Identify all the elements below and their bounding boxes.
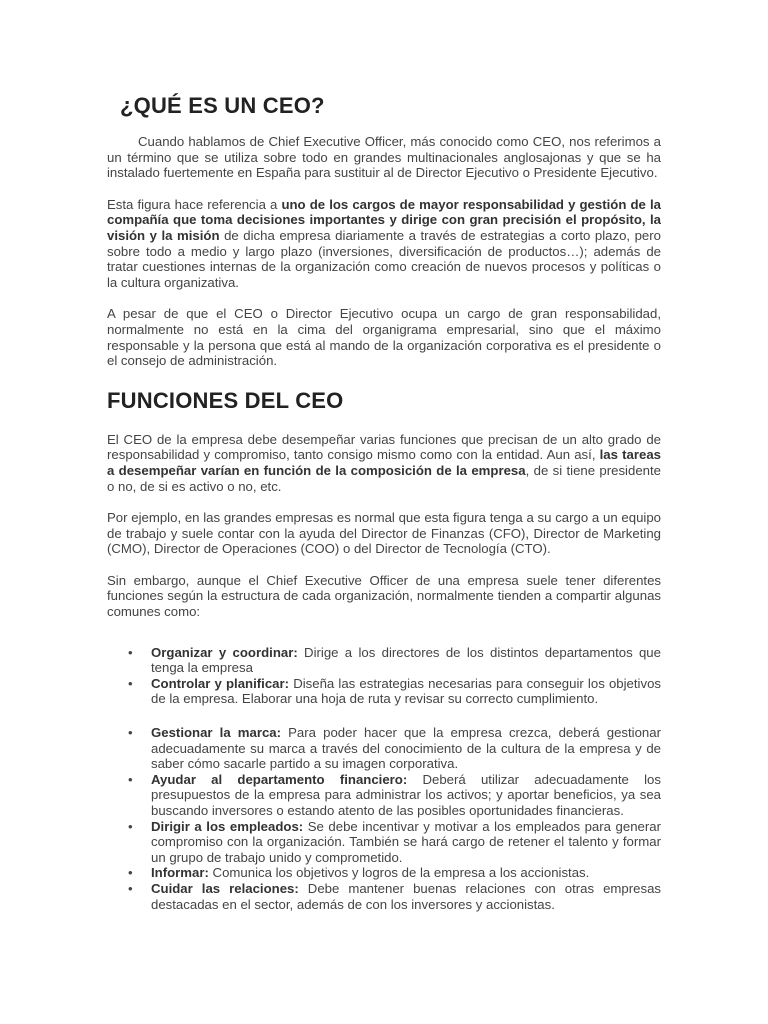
list-item-term: Cuidar las relaciones: [151,880,299,896]
bullet-icon: • [128,725,133,741]
paragraph-example: Por ejemplo, en las grandes empresas es normal que esta figura tenga a su cargo a un equipo de trabajo y suele contar con la ayuda del Director de Finanzas (CFO), Director de Marketing (CMO), Director de Operaciones (COO) o del Director de Tecnología (CTO). [107,510,661,557]
section-title-que-es-un-ceo: ¿QUÉ ES UN CEO? [120,93,325,118]
list-item-text: Dirige a los directores de los distintos departamentos que tenga la empresa [151,644,661,676]
list-item-term: Informar: [151,865,209,881]
paragraph-hierarchy: A pesar de que el CEO o Director Ejecutivo ocupa un cargo de gran responsabilidad, normalmente no está en la cima del organigrama empresarial, sino que el máximo responsable y la persona que está al mando de la organización corporativa es el presidente o el consejo de administración. [107,306,661,369]
functions-list-2 [107,725,661,912]
list-item-controlar [128,675,662,707]
paragraph-figure-reference [107,197,661,291]
list-item-gestionar-marca [128,725,661,772]
list-item-informar [128,865,661,881]
paragraph-common-functions: Sin embargo, aunque el Chief Executive Officer de una empresa suele tener diferentes funciones según la estructura de cada organización, normalmente tienden a compartir algunas comunes como: [107,572,661,620]
emphasis-text: uno de los cargos de mayor responsabilidad y gestión de la compañía que toma decisiones importantes y dirige con gran precisión el propósito, la visión y la misión [107,196,661,243]
list-item-term: Gestionar la marca: [151,725,282,741]
bullet-icon: • [128,675,133,691]
list-item-text: Comunica los objetivos y logros de la empresa a los accionistas. [208,865,590,881]
list-item-organizar [128,644,661,676]
paragraph-text: El CEO de la empresa debe desempeñar varias funciones que precisan de un alto grado de responsabilidad y compromiso, tanto consigo mismo como con la entidad. Aun así, [107,431,661,463]
section-title-funciones-del-ceo: FUNCIONES DEL CEO [107,387,344,413]
list-item-cuidar-relaciones [128,880,662,912]
list-item-text: Deberá utilizar adecuadamente los presupuestos de la empresa para administrar los activos; y aportar beneficios, ya sea buscando inversores o estando atento de las posibles oportunidades financieras. [151,771,661,818]
bullet-icon: • [128,865,133,881]
list-item-term: Organizar y coordinar: [151,644,298,660]
list-item-text: Para poder hacer que la empresa crezca, deberá gestionar adecuadamente su marca a través del conocimiento de la cultura de la empresa y de saber cómo sacarle partido a su imagen corporativa. [151,725,661,772]
bullet-icon: • [128,771,133,787]
bullet-icon: • [128,818,133,834]
paragraph-text: Esta figura hace referencia a [107,196,282,212]
emphasis-text: las tareas a desempeñar varían en función de la composición de la empresa [107,447,661,478]
paragraph-functions-intro [107,432,661,494]
list-item-term: Controlar y planificar: [151,675,290,691]
bullet-icon: • [128,644,133,660]
functions-list-1 [107,645,661,707]
bullet-icon: • [128,880,133,896]
paragraph-text: de dicha empresa diariamente a través de estrategias a corto plazo, pero sobre todo a medio y largo plazo (inversiones, diversificación de productos…); además de tratar cuestiones internas de la organización como creación de nuevos procesos y políticas o la cultura organizativa. [107,227,661,290]
list-item-dirigir-empleados [128,818,661,866]
list-item-term: Dirigir a los empleados: [151,818,304,834]
list-item-ayudar-financiero [128,771,661,819]
paragraph-definition: Cuando hablamos de Chief Executive Officer, más conocido como CEO, nos referimos a un término que se utiliza sobre todo en grandes multinacionales anglosajonas y que se ha instalado fuertemente en España para sustituir al de Director Ejecutivo o Presidente Ejecutivo. [107,134,661,181]
paragraph-text: , de si tiene presidente o no, de si es activo o no, etc. [107,462,661,494]
list-item-text: Diseña las estrategias necesarias para conseguir los objetivos de la empresa. Elaborar una hoja de ruta y revisar su correcto cumplimiento. [151,675,662,707]
list-item-text: Se debe incentivar y motivar a los empleados para generar compromiso con la organización. También se hará cargo de retener el talento y formar un grupo de trabajo unido y comprometido. [151,818,661,865]
list-item-text: Debe mantener buenas relaciones con otras empresas destacadas en el sector, además de con los inversores y accionistas. [151,880,662,912]
list-item-term: Ayudar al departamento financiero: [151,771,408,787]
